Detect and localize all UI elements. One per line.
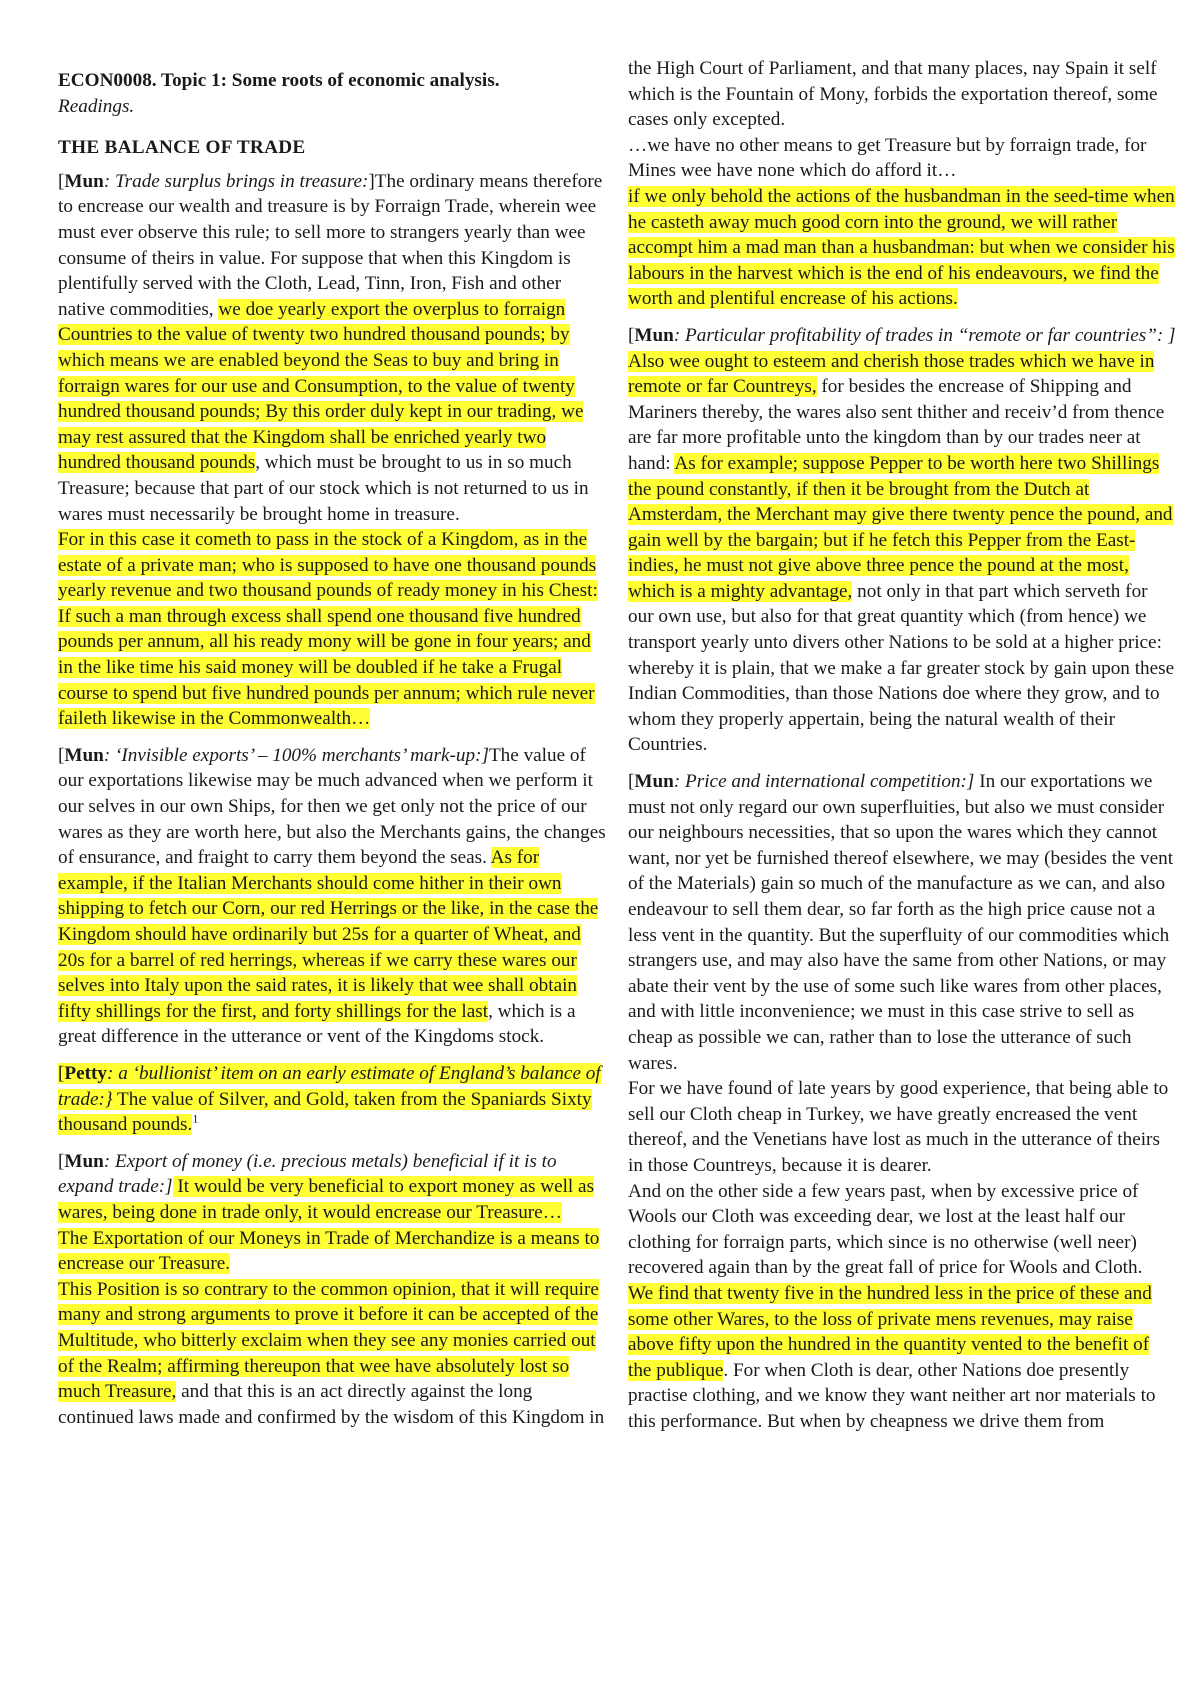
- paragraph: [58, 1149, 606, 1226]
- body-text: , which must be brought to us in so much Treasure; because that part of our stock which is not returned to us in wares must necessarily be brought home in treasure.: [58, 452, 589, 525]
- paragraph: [58, 1226, 606, 1277]
- body-text: . For when Cloth is dear, other Nations doe presently practise clothing, and we know they want neither art nor materials to this performance. But when by cheapness we drive them from: [628, 1359, 1156, 1432]
- citation-topic: : Export of money (i.e. precious metals) beneficial if it is to expand trade:]: [58, 1150, 557, 1198]
- paragraph: [58, 743, 606, 1050]
- body-text: In our exportations we must not only regard our own superfluities, but also we must consider our neighbours necessities, that so upon the wares which they cannot want, nor yet be furnished thereof elsewhere, we may (besides the vent of the Materials) gain so much of the manufacture as we can, and also endeavour to sell them dear, so far forth as the high price cause not a less vent in the quantity. But the superfluity of our commodities which strangers use, and may also have the same from other Nations, or may abate their vent by the use of some such like wares from other places, and with little inconvenience; we must in this case strive to sell as cheap as possible we can, rather than to lose the utterance of such wares.: [628, 771, 1174, 1074]
- body-text: , which is a great difference in the utterance or vent of the Kingdoms stock.: [58, 1000, 576, 1048]
- body-text: the High Court of Parliament, and that many places, nay Spain it self which is the Fountain of Mony, forbids the exportation thereof, some cases only excepted.: [628, 58, 1158, 131]
- author-name: Mun: [64, 170, 104, 192]
- highlighted-text: We find that twenty five in the hundred less in the price of these and some other Wares, to the loss of private mens revenues, may raise above fifty upon the hundred in the quantity vented to the benefit of the publique: [628, 1282, 1152, 1381]
- paragraph: [628, 1179, 1176, 1281]
- citation-bracket: [: [58, 744, 65, 766]
- highlighted-text: As for example, if the Italian Merchants should come hither in their own shipping to fetch our Corn, our red Herrings or the like, in the case the Kingdom should have ordinarily but 25s for a quarter of Wheat, and 20s for a barrel of red herrings, whereas if we carry these wares our selves into Italy upon the said rates, it is likely that wee shall obtain fifty shillings for the first, and forty shillings for the last: [58, 847, 599, 1022]
- citation: [628, 325, 1176, 346]
- highlighted-text: As for example; suppose Pepper to be worth here two Shillings the pound constantly, if then it be brought from the Dutch at Amsterdam, the Merchant may give there twenty pence the pound, and gain well by the bargain; but if he fetch this Pepper from the East-indies, he must not give above three pence the pound at the most, which is a mighty advantage,: [628, 452, 1173, 602]
- paragraph: [628, 769, 1176, 1076]
- left-body: [58, 169, 606, 1431]
- highlighted-text: we doe yearly export the overplus to forraign Countries to the value of twenty two hundred thousand pounds; by which means we are enabled beyond the Seas to buy and bring in forraign wares for our use and Consumption, to the value of twenty hundred thousand pounds; By this order duly kept in our trading, we may rest assured that the Kingdom shall be enriched yearly two hundred thousand pounds: [58, 298, 584, 474]
- paragraph: [628, 1281, 1176, 1435]
- right-body: [628, 56, 1176, 1434]
- author-name: Mun: [64, 744, 104, 766]
- author-name: Petty: [64, 1062, 108, 1084]
- highlighted-text: Also wee ought to esteem and cherish those trades which we have in remote or far Countreys,: [628, 350, 1155, 398]
- body-text: For we have found of late years by good experience, that being able to sell our Cloth cheap in Turkey, we have greatly encreased the vent thereof, and the Venetians have lost as much in the utterance of theirs in those Countreys, because it is dearer.: [628, 1078, 1169, 1176]
- citation-bracket: [: [628, 324, 635, 346]
- highlighted-text: The value of Silver, and Gold, taken from the Spaniards Sixty thousand pounds.: [58, 1088, 592, 1136]
- readings-label: Readings.: [58, 95, 135, 117]
- citation-bracket: [: [58, 170, 65, 192]
- citation-bracket: [: [628, 771, 635, 793]
- document-title: ECON0008. Topic 1: Some roots of economic analysis.: [58, 70, 500, 91]
- highlighted-text: The Exportation of our Moneys in Trade of Merchandize is a means to encrease our Treasure.: [58, 1227, 600, 1275]
- citation: [58, 745, 489, 766]
- author-name: Mun: [634, 324, 674, 346]
- body-text: …we have no other means to get Treasure but by forraign trade, for Mines wee have none which do afford it…: [628, 134, 1147, 182]
- citation-topic: : Trade surplus brings in treasure:: [103, 170, 369, 192]
- citation-topic: : Particular profitability of trades in “remote or far countries”: ]: [673, 324, 1176, 346]
- citation-topic: : ‘Invisible exports’ – 100% merchants’ mark-up:]: [103, 744, 489, 766]
- paragraph: [628, 1076, 1176, 1178]
- citation: [628, 771, 974, 792]
- footnote-marker: 1: [192, 1111, 199, 1126]
- body-text: And on the other side a few years past, when by excessive price of Wools our Cloth was exceeding dear, we lost at the least half our clothing for forraign parts, which since is no otherwise (well neer) recovered again than by the great fall of price for Wools and Cloth.: [628, 1180, 1143, 1279]
- citation-bracket: ]: [368, 170, 375, 192]
- highlighted-text: For in this case it cometh to pass in the stock of a Kingdom, as in the estate of a private man; who is supposed to have one thousand pounds yearly revenue and two thousand pounds of ready money in his Chest: If such a man through excess shall spend one thousand five hundred pounds per annum, all his ready mony will be gone in four years; and in the like time his said money will be doubled if he take a Frugal course to spend but five hundred pounds per annum; which rule never faileth likewise in the Commonwealth…: [58, 529, 598, 730]
- paragraph: [628, 56, 1176, 133]
- citation-bracket: [: [58, 1150, 65, 1172]
- body-text: for besides the encrease of Shipping and Mariners thereby, the wares also sent thither and receiv’d from thence are far more profitable unto the kingdom than by our trades neer at hand:: [628, 376, 1165, 474]
- paragraph: [58, 527, 606, 732]
- citation-topic: : Price and international competition:]: [673, 771, 975, 793]
- highlighted-text: This Position is so contrary to the common opinion, that it will require many and strong arguments to prove it before it can be accepted of the Multitude, who bitterly exclaim when they see any monies carried out of the Realm; affirming thereupon that wee have absolutely lost so much Treasure,: [58, 1278, 599, 1403]
- paragraph: [58, 1061, 606, 1138]
- author-name: Mun: [634, 771, 674, 793]
- author-name: Mun: [64, 1150, 104, 1172]
- body-text: not only in that part which serveth for our own use, but also for that great quantity which (from hence) we transport yearly unto divers other Nations to be sold at a higher price: whereby it is plain, that we make a far greater stock by gain upon these Indian Commodities, than those Nations doe where they grow, and to whom they properly appertain, being the natural wealth of their Countries.: [628, 580, 1175, 756]
- citation-topic: : a ‘bullionist’ item on an early estimate of England’s balance of trade:}: [58, 1062, 601, 1110]
- citation-bracket: [: [58, 1062, 65, 1084]
- citation: [58, 171, 375, 192]
- body-text: The ordinary means therefore to encrease our wealth and treasure is by Forraign Trade, wherein wee must ever observe this rule; to sell more to strangers yearly than wee consume of theirs in value. For suppose that when this Kingdom is plentifully served with the Cloth, Lead, Tinn, Iron, Fish and other native commodities,: [58, 170, 603, 320]
- right-column: [628, 56, 1176, 1434]
- paragraph: [628, 184, 1176, 312]
- highlighted-text: It would be very beneficial to export money as well as wares, being done in trade only, it would encrease our Treasure…: [58, 1176, 595, 1223]
- left-column: [58, 56, 606, 1430]
- body-text: and that this is an act directly against the long continued laws made and confirmed by the wisdom of this Kingdom in: [58, 1381, 605, 1428]
- paragraph: [58, 1277, 606, 1431]
- paragraph: [628, 133, 1176, 184]
- body-text: The value of our exportations likewise may be much advanced when we perform it our selves in our own Ships, for then we get only not the price of our wares as they are worth here, but also the Merchants gains, the changes of ensurance, and fraight to carry them beyond the seas.: [58, 744, 606, 869]
- section-heading: THE BALANCE OF TRADE: [58, 137, 306, 159]
- highlighted-text: if we only behold the actions of the husbandman in the seed-time when he casteth away much good corn into the ground, we will rather accompt him a mad man than a husbandman: but when we consider his labours in the harvest which is the end of his endeavours, we find the worth and plentiful encrease of his actions.: [628, 185, 1175, 310]
- paragraph: [628, 323, 1176, 758]
- paragraph: [58, 169, 606, 527]
